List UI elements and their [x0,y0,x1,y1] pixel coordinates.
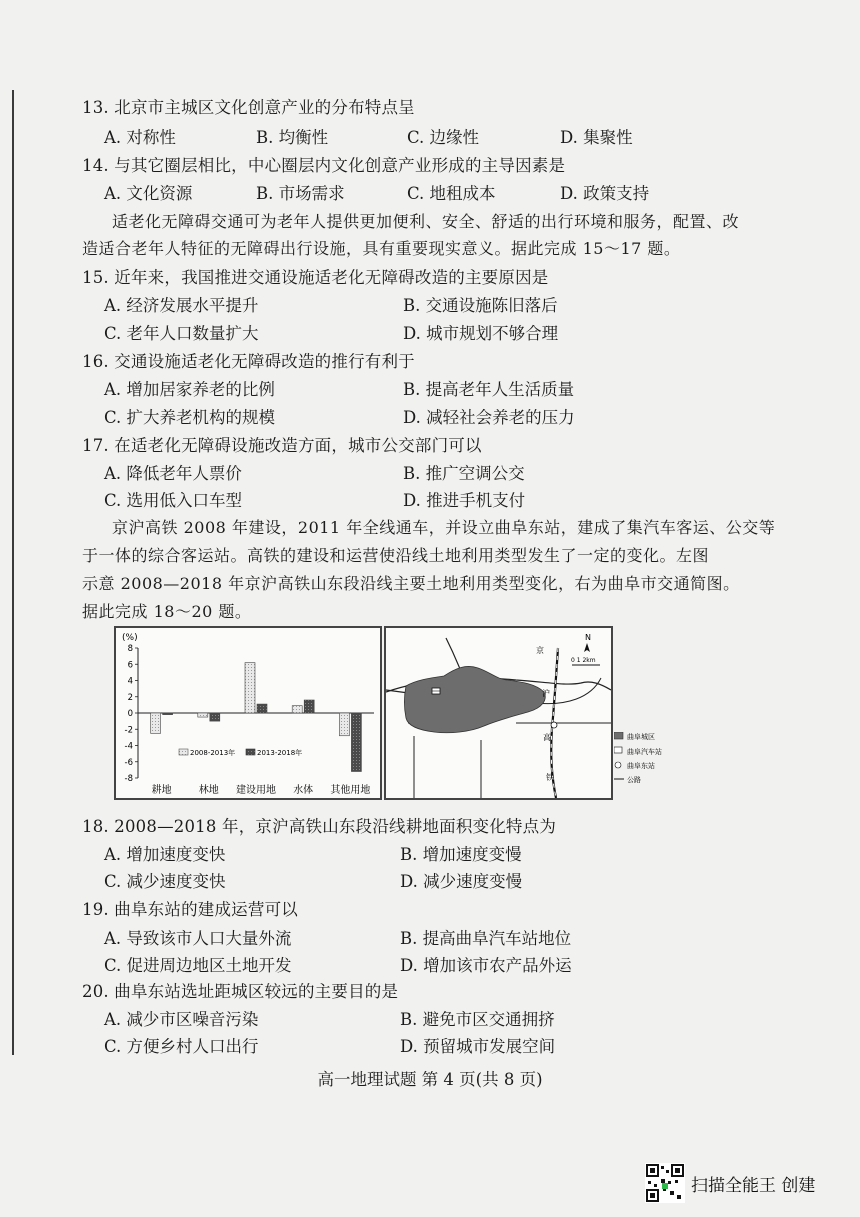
q20-option-b: B. 避免市区交通拥挤 [400,1010,555,1029]
legend-road-label: 公路 [627,776,641,784]
y-tick-label: 6 [127,660,133,671]
q19-option-c: C. 促进周边地区土地开发 [104,956,292,975]
qufu-traffic-map [386,628,611,798]
land-use-bar-chart [116,628,380,798]
legend-east-station-icon [615,762,621,768]
y-tick-label: 0 [127,709,133,719]
map-legend [614,732,684,802]
category-label: 其他用地 [330,785,371,796]
y-tick-label: 2 [127,692,133,703]
y-tick-label: 4 [127,676,133,687]
intro2-line-4: 据此完成 18～20 题。 [82,602,252,621]
intro2-line-1: 京沪高铁 2008 年建设，2011 年全线通车，并设立曲阜东站，建成了集汽车客运、公交等 [112,518,776,537]
q13-option-c: C. 边缘性 [407,128,480,147]
bar-s2-3 [304,700,314,713]
q17-option-b: B. 推广空调公交 [403,464,525,483]
category-label: 建设用地 [236,785,276,796]
chart-legend [179,748,302,757]
q14-option-a: A. 文化资源 [104,184,193,203]
q13-stem: 13. 北京市主城区文化创意产业的分布特点呈 [82,98,415,117]
legend-east-station-label: 曲阜东站 [627,762,655,770]
q14-option-b: B. 市场需求 [256,184,345,203]
q18-option-b: B. 增加速度变慢 [400,845,522,864]
bar-s1-4 [339,713,349,736]
map-scale-label: 0 1 2km [571,657,596,664]
category-label: 耕地 [151,785,172,796]
bar-s1-0 [151,713,161,733]
intro2-line-2: 于一体的综合客运站。高铁的建设和运营使沿线土地利用类型发生了一定的变化。左图 [82,546,710,565]
legend-bus-station-icon [614,747,622,753]
land-use-chart-frame [114,626,382,800]
y-tick-label: -2 [124,725,133,736]
q16-option-c: C. 扩大养老机构的规模 [104,408,276,427]
q17-stem: 17. 在适老化无障碍设施改造方面，城市公交部门可以 [82,436,482,455]
bar-s1-2 [245,663,255,713]
q15-option-d: D. 城市规划不够合理 [403,324,559,343]
bar-s1-1 [198,713,208,717]
legend-swatch-2013-2018 [246,749,255,755]
rail-label-gao: 高 [543,733,551,742]
q17-option-c: C. 选用低入口车型 [104,491,243,510]
rail-label-tie: 铁 [546,773,554,782]
q13-option-b: B. 均衡性 [256,128,329,147]
legend-urban-swatch [614,732,623,739]
q18-option-d: D. 减少速度变慢 [400,872,523,891]
q20-stem: 20. 曲阜东站选址距城区较远的主要目的是 [82,982,399,1001]
y-tick-label: -4 [124,741,133,752]
svg-text:N: N [585,633,591,642]
intro1-line-2: 造适合老年人特征的无障碍出行设施，具有重要现实意义。据此完成 15～17 题。 [82,239,681,258]
q15-stem: 15. 近年来，我国推进交通设施适老化无障碍改造的主要原因是 [82,268,549,287]
q14-option-c: C. 地租成本 [407,184,496,203]
q15-option-a: A. 经济发展水平提升 [104,296,259,315]
q14-option-d: D. 政策支持 [560,184,650,203]
qufu-traffic-map-frame [384,626,613,800]
category-label: 林地 [198,785,219,796]
q16-option-b: B. 提高老年人生活质量 [403,380,575,399]
rail-label-hu: 沪 [542,689,550,698]
scanner-badge [645,1163,815,1203]
q19-option-a: A. 导致该市人口大量外流 [104,929,292,948]
y-tick-label: -6 [124,757,133,768]
y-axis-unit: (%) [122,633,138,643]
q20-option-a: A. 减少市区噪音污染 [104,1010,259,1029]
bar-s2-4 [351,713,361,772]
intro2-line-3: 示意 2008—2018 年京沪高铁山东段沿线主要土地利用类型变化，右为曲阜市交通简图。 [82,574,740,593]
scanner-badge-label: 扫描全能王 创建 [691,1175,816,1196]
category-label: 水体 [293,785,314,796]
q20-option-d: D. 预留城市发展空间 [400,1037,556,1056]
q18-stem: 18. 2008—2018 年，京沪高铁山东段沿线耕地面积变化特点为 [82,817,557,836]
legend-swatch-2008-2013 [179,749,188,755]
q15-option-c: C. 老年人口数量扩大 [104,324,259,343]
legend-urban-label: 曲阜城区 [627,733,655,741]
bar-s1-3 [292,706,302,713]
y-tick-label: -8 [124,774,133,784]
q17-option-a: A. 降低老年人票价 [104,464,242,483]
bar-s2-2 [257,704,267,713]
q19-option-d: D. 增加该市农产品外运 [400,956,572,975]
q18-option-c: C. 减少速度变快 [104,872,226,891]
q14-stem: 14. 与其它圈层相比，中心圈层内文化创意产业形成的主导因素是 [82,156,566,175]
q13-option-d: D. 集聚性 [560,128,633,147]
page-footer: 高一地理试题 第 4 页(共 8 页) [317,1070,543,1089]
legend-label-2008-2013: 2008-2013年 [190,749,236,757]
legend-label-2013-2018: 2013-2018年 [257,749,303,757]
q17-option-d: D. 推进手机支付 [403,491,526,510]
qr-code-icon [645,1163,685,1203]
bar-s2-1 [210,713,220,721]
q19-stem: 19. 曲阜东站的建成运营可以 [82,900,298,919]
q16-option-a: A. 增加居家养老的比例 [104,380,275,399]
binding-margin-line [12,90,14,1055]
north-arrow [584,633,591,652]
rail-label-jing: 京 [536,646,544,655]
q13-option-a: A. 对称性 [104,128,176,147]
q20-option-c: C. 方便乡村人口出行 [104,1037,259,1056]
legend-bus-station-label: 曲阜汽车站 [627,748,662,756]
intro1-line-1: 适老化无障碍交通可为老年人提供更加便利、安全、舒适的出行环境和服务，配置、改 [112,212,740,231]
qufu-east-station-icon [551,722,557,728]
bar-s2-0 [163,713,173,715]
q15-option-b: B. 交通设施陈旧落后 [403,296,558,315]
q19-option-b: B. 提高曲阜汽车站地位 [400,929,572,948]
q18-option-a: A. 增加速度变快 [104,845,226,864]
y-tick-label: 8 [127,644,133,654]
q16-stem: 16. 交通设施适老化无障碍改造的推行有利于 [82,352,415,371]
q16-option-d: D. 减轻社会养老的压力 [403,408,575,427]
